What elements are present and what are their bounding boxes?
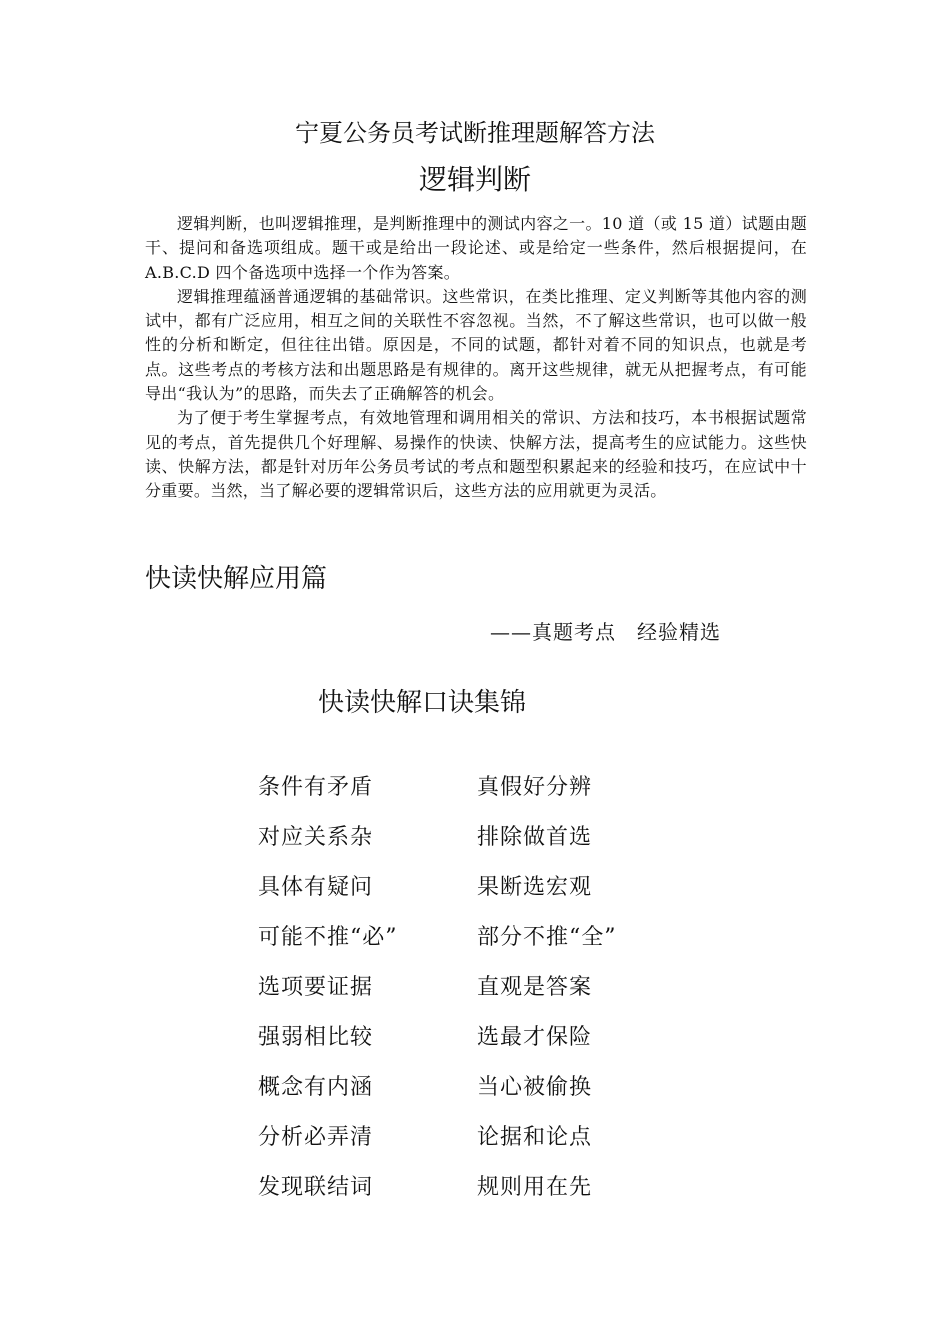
verse-title: 快读快解口诀集锦 <box>318 688 527 718</box>
document-title: 宁夏公务员考试断推理题解答方法 <box>295 119 655 147</box>
paragraph-2: 逻辑推理蕴涵普通逻辑的基础常识。这些常识，在类比推理、定义判断等其他内容的测试中，都有广泛应用，相互之间的关联性不容忽视。当然，不了解这些常识，也可以做一般性的分析和断定，但往往出错。原因是，不同的试题，都针对着不同的知识点，也就是考点。这些考点的考核方法和出题思路是有规律的。离开这些规律，就无从把握考点，有可能导出“我认为”的思路，而失去了正确解答的机会。 <box>145 286 807 404</box>
verse-line-right: 部分不推“全” <box>477 925 617 950</box>
verse-line-right: 论据和论点 <box>477 1125 593 1150</box>
verse-line-left: 条件有矛盾 <box>258 775 374 800</box>
verse-row <box>258 763 718 813</box>
verse-row <box>258 963 718 1013</box>
verse-row <box>258 1063 718 1113</box>
verse-line-right: 规则用在先 <box>477 1175 593 1200</box>
verse-row <box>258 1163 718 1213</box>
part-title: 快读快解应用篇 <box>145 564 328 594</box>
verse-line-right: 直观是答案 <box>477 975 593 1000</box>
verse-row <box>258 913 718 963</box>
verse-line-left: 强弱相比较 <box>258 1025 374 1050</box>
verse-line-left: 选项要证据 <box>258 975 374 1000</box>
part-subtitle: ——真题考点 经验精选 <box>490 620 721 644</box>
verse-row <box>258 863 718 913</box>
verse-line-left: 可能不推“必” <box>258 925 398 950</box>
body-text <box>145 212 807 504</box>
verse-line-right: 果断选宏观 <box>477 875 593 900</box>
verse-row <box>258 813 718 863</box>
verse-line-left: 概念有内涵 <box>258 1075 374 1100</box>
verse-line-left: 分析必弄清 <box>258 1125 374 1150</box>
verse-row <box>258 1013 718 1063</box>
verse-row <box>258 1113 718 1163</box>
verse-line-right: 选最才保险 <box>477 1025 593 1050</box>
verse-line-left: 发现联结词 <box>258 1175 374 1200</box>
paragraph-3: 为了便于考生掌握考点，有效地管理和调用相关的常识、方法和技巧，本书根据试题常见的考点，首先提供几个好理解、易操作的快读、快解方法，提高考生的应试能力。这些快读、快解方法，都是针对历年公务员考试的考点和题型积累起来的经验和技巧，在应试中十分重要。当然，当了解必要的逻辑常识后，这些方法的应用就更为灵活。 <box>145 408 807 501</box>
paragraph-1: 逻辑判断，也叫逻辑推理，是判断推理中的测试内容之一。10 道（或 15 道）试题由题干、提问和备选项组成。题干或是给出一段论述、或是给定一些条件，然后根据提问，在 A.B.C.D 四个备选项中选择一个作为答案。 <box>145 214 807 282</box>
section-title: 逻辑判断 <box>418 163 531 196</box>
verse-line-right: 排除做首选 <box>477 825 593 850</box>
verse-line-right: 当心被偷换 <box>477 1075 593 1100</box>
verse-line-left: 对应关系杂 <box>258 825 374 850</box>
verse-list <box>258 763 718 1213</box>
verse-line-right: 真假好分辨 <box>477 775 593 800</box>
verse-line-left: 具体有疑问 <box>258 875 374 900</box>
